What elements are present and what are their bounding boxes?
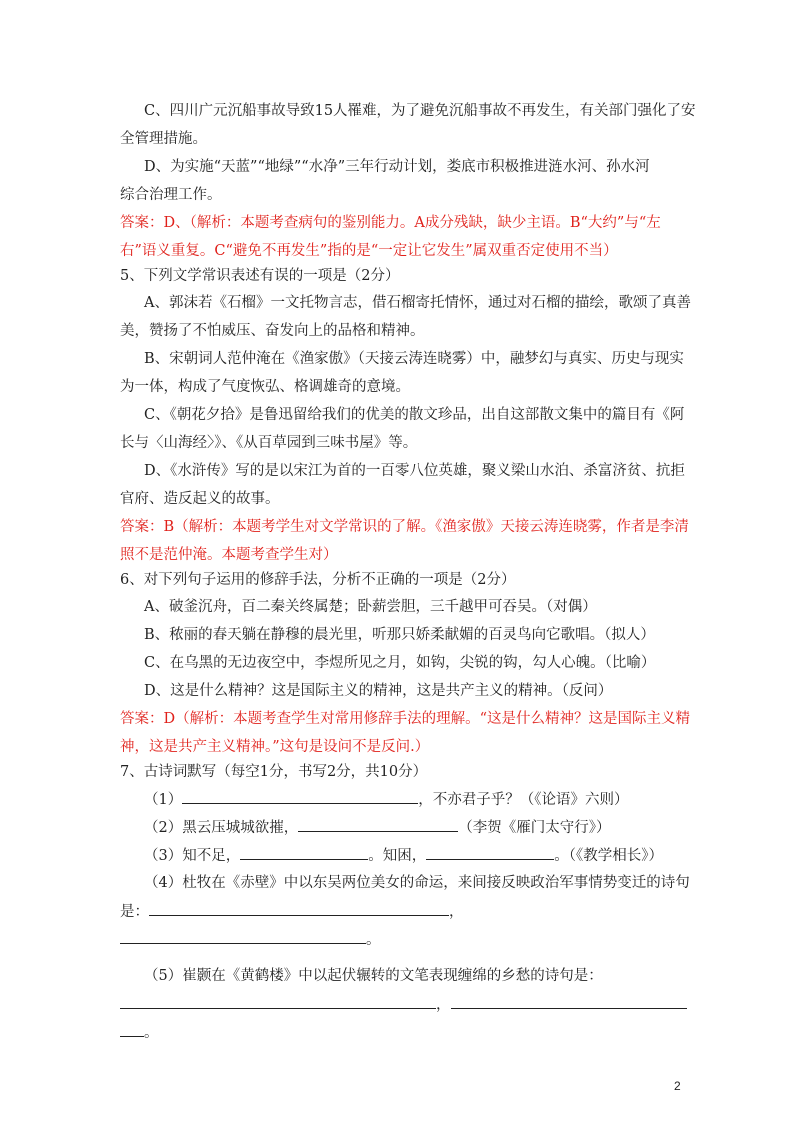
q5-option-c-line1: C、《朝花夕拾》是鲁迅留给我们的优美的散文珍品，出自这部散文集中的篇目有《阿 [144,407,685,423]
q5-option-d-line2: 官府、造反起义的故事。 [120,491,280,507]
q7-item2-source: （李贺《雁门太守行》） [458,820,611,836]
q7-item5-blank3[interactable] [120,1022,144,1037]
q7-item4-blank2[interactable] [120,929,366,944]
q6-stem: 6、对下列句子运用的修辞手法，分析不正确的一项是（2分） [120,572,516,588]
q7-item4-line1: （4）杜牧在《赤壁》中以东吴两位美女的命运，来间接反映政治军事情势变迁的诗句 [144,875,690,891]
q7-item4-line2 [120,901,464,922]
q7-item4-period: 。 [366,932,381,948]
page-number: 2 [674,1079,681,1093]
q5-answer-line2: 照不是范仲淹。本题考查学生对） [120,547,338,563]
q7-stem: 7、古诗词默写（每空1分，书写2分，共10分） [120,764,428,780]
q7-item5-line2 [120,994,687,1015]
q7-item1 [144,789,628,810]
q7-item4-comma: ， [449,904,464,920]
q7-item3-blank2[interactable] [426,845,554,860]
q7-item5-comma: ， [436,997,451,1013]
q6-answer-line2: 神，这是共产主义精神。”这句是设问不是反问.） [120,739,430,755]
q5-option-d-line1: D、《水浒传》写的是以宋江为首的一百零八位英雄，聚义梁山水泊、杀富济贫、抗拒 [144,463,685,479]
q7-item5-period: 。 [144,1025,159,1041]
q7-item1-number: （1） [144,792,183,808]
q7-item2-text: （2）黑云压城城欲摧， [144,820,299,836]
q5-option-b-line2: 为一体，构成了气度恢弘、格调雄奇的意境。 [120,379,410,395]
q6-answer-line1: 答案：D（解析：本题考查学生对常用修辞手法的理解。“这是什么精神？这是国际主义精 [120,711,691,727]
q4-answer-line2: 右”语义重复。C“避免不再发生”指的是“一定让它发生”属双重否定使用不当） [120,243,618,259]
q6-option-c: C、在乌黑的无边夜空中，李煜所见之月，如钩，尖锐的钩，勾人心魄。（比喻） [144,655,656,671]
q7-item3 [144,845,663,866]
q4-answer-line1: 答案：D、（解析：本题考查病句的鉴别能力。A成分残缺，缺少主语。B“大约”与“左 [120,215,661,231]
q5-option-a-line2: 美，赞扬了不怕威压、奋发向上的品格和精神。 [120,323,425,339]
q7-item4-blank1[interactable] [149,901,449,916]
q4-option-c-line1: C、四川广元沉船事故导致15人罹难，为了避免沉船事故不再发生，有关部门强化了安 [144,103,696,119]
q4-option-d-line2: 综合治理工作。 [120,187,222,203]
q5-option-c-line2: 长与〈山海经〉》、《从百草园到三味书屋》等。 [120,435,418,451]
q7-item1-text: ，不亦君子乎？（《论语》六则） [418,792,629,808]
q4-option-c-line2: 全管理措施。 [120,131,207,147]
q6-option-b: B、秾丽的春天躺在静穆的晨光里，听那只娇柔献媚的百灵鸟向它歌唱。（拟人） [144,627,655,643]
q7-item2-blank[interactable] [298,817,458,832]
q7-item2 [144,817,610,838]
q6-option-a: A、破釜沉舟，百二秦关终属楚；卧薪尝胆，三千越甲可吞吴。（对偶） [144,599,597,615]
q7-item3-blank1[interactable] [240,845,368,860]
q5-option-b-line1: B、宋朝词人范仲淹在《渔家傲》（天接云涛连晓雾）中，融梦幻与真实、历史与现实 [144,351,684,367]
q7-item1-blank[interactable] [182,789,418,804]
q7-item4-line3 [120,929,381,950]
q7-item4-label: 是： [120,904,149,920]
q4-option-d-line1: D、为实施“天蓝”“地绿”“水净”三年行动计划，娄底市积极推进涟水河、孙水河 [144,159,650,175]
q5-option-a-line1: A、郭沫若《石榴》一文托物言志，借石榴寄托情怀，通过对石榴的描绘，歌颂了真善 [144,295,691,311]
q7-item5-blank2[interactable] [451,994,687,1009]
q7-item5-blank1[interactable] [120,994,436,1009]
q5-answer-line1: 答案：B（解析：本题考学生对文学常识的了解。《渔家傲》天接云涛连晓雾，作者是李清 [120,519,689,535]
q6-option-d: D、这是什么精神？这是国际主义的精神，这是共产主义的精神。（反问） [144,683,613,699]
q5-stem: 5、下列文学常识表述有误的一项是（2分） [120,268,400,284]
q7-item3-text-a: （3）知不足， [144,848,241,864]
q7-item5-line3 [120,1022,159,1043]
q7-item5-line1: （5）崔颢在《黄鹤楼》中以起伏辗转的文笔表现缠绵的乡愁的诗句是： [144,968,603,984]
q7-item3-source: 。（《教学相长》） [554,848,663,864]
q7-item3-text-b: 。知困， [368,848,427,864]
